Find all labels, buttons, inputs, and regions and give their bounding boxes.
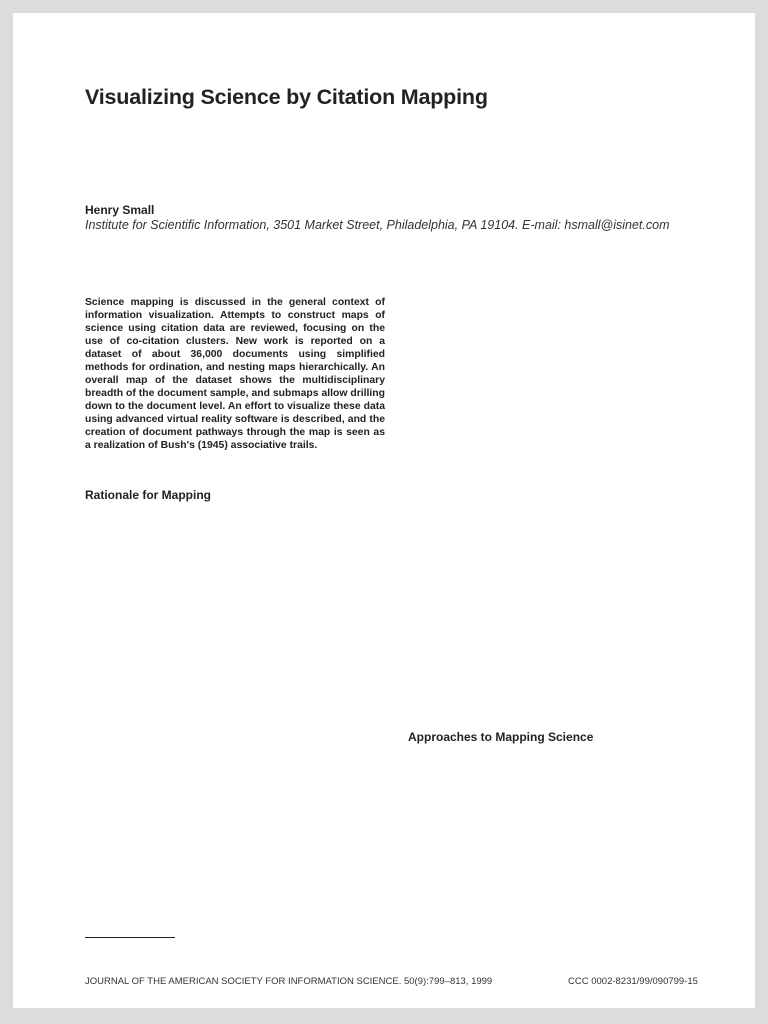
section-heading-rationale: Rationale for Mapping [85,488,211,502]
ccc-code: CCC 0002-8231/99/090799-15 [568,976,698,987]
author-name: Henry Small [85,203,155,217]
footnote-divider [85,937,175,938]
abstract: Science mapping is discussed in the general context of information visualization. Attempts to construct maps of science using citation data are reviewed, focusing on the use of co-citation clusters. New work is reported on a dataset of about 36,000 documents using simplified methods for ordination, and nesting maps hierarchically. An overall map of the dataset shows the multidisciplinary breadth of the document sample, and submaps allow drilling down to the document level. An effort to visualize these data using advanced virtual reality software is described, and the creation of document pathways through the map is seen as a realization of Bush's (1945) associative trails. [85,297,385,451]
paper-page [13,13,755,1008]
author-affiliation: Institute for Scientific Information, 3501 Market Street, Philadelphia, PA 19104. E-mail: hsmall@isinet.com [85,218,670,232]
section-heading-approaches: Approaches to Mapping Science [408,730,594,744]
journal-citation: JOURNAL OF THE AMERICAN SOCIETY FOR INFORMATION SCIENCE. 50(9):799–813, 1999 [85,976,493,987]
paper-title: Visualizing Science by Citation Mapping [85,85,488,109]
